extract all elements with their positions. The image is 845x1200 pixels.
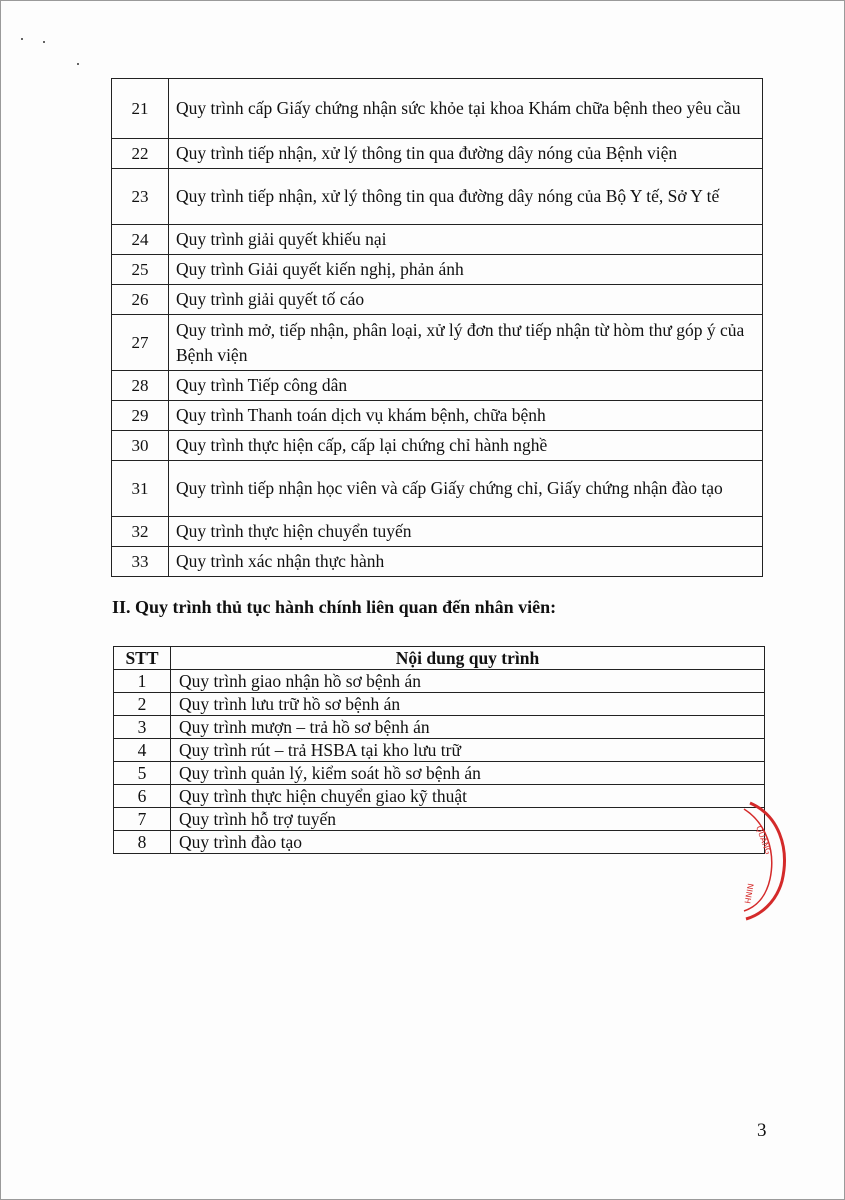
header-stt: STT (114, 647, 171, 670)
row-content: Quy trình mượn – trả hồ sơ bệnh án (171, 716, 765, 739)
page-number: 3 (757, 1120, 767, 1141)
row-number: 22 (112, 139, 169, 169)
table-row (114, 670, 765, 693)
row-content: Quy trình giải quyết khiếu nại (169, 225, 763, 255)
red-seal-stamp (742, 797, 792, 921)
table-row (112, 315, 763, 371)
table-row (112, 169, 763, 225)
table-row (112, 285, 763, 315)
row-number: 33 (112, 547, 169, 577)
scan-speck (21, 38, 23, 40)
table-header-row (114, 647, 765, 670)
row-content: Quy trình quản lý, kiểm soát hồ sơ bệnh án (171, 762, 765, 785)
header-content: Nội dung quy trình (171, 647, 765, 670)
row-content: Quy trình cấp Giấy chứng nhận sức khỏe tại khoa Khám chữa bệnh theo yêu cầu (169, 79, 763, 139)
row-content: Quy trình thực hiện cấp, cấp lại chứng chỉ hành nghề (169, 431, 763, 461)
row-number: 27 (112, 315, 169, 371)
row-number: 2 (114, 693, 171, 716)
row-content: Quy trình tiếp nhận, xử lý thông tin qua đường dây nóng của Bộ Y tế, Sở Y tế (169, 169, 763, 225)
table-row (112, 225, 763, 255)
row-number: 8 (114, 831, 171, 854)
table-row (114, 762, 765, 785)
row-content: Quy trình Thanh toán dịch vụ khám bệnh, chữa bệnh (169, 401, 763, 431)
row-content: Quy trình tiếp nhận, xử lý thông tin qua đường dây nóng của Bệnh viện (169, 139, 763, 169)
table-row (112, 255, 763, 285)
svg-text:NINH: NINH (742, 882, 755, 905)
procedure-table-continued (111, 78, 763, 577)
scan-speck (77, 63, 79, 65)
row-content: Quy trình mở, tiếp nhận, phân loại, xử lý đơn thư tiếp nhận từ hòm thư góp ý của Bệnh viện (169, 315, 763, 371)
row-content: Quy trình đào tạo (171, 831, 765, 854)
table-row (112, 79, 763, 139)
row-number: 24 (112, 225, 169, 255)
row-content: Quy trình xác nhận thực hành (169, 547, 763, 577)
table-row (114, 739, 765, 762)
scan-speck (43, 41, 45, 43)
row-number: 3 (114, 716, 171, 739)
table-row (112, 401, 763, 431)
row-content: Quy trình Tiếp công dân (169, 371, 763, 401)
row-number: 25 (112, 255, 169, 285)
row-number: 1 (114, 670, 171, 693)
row-content: Quy trình Giải quyết kiến nghị, phản ánh (169, 255, 763, 285)
table-row (114, 716, 765, 739)
row-number: 23 (112, 169, 169, 225)
row-number: 21 (112, 79, 169, 139)
row-content: Quy trình hỗ trợ tuyến (171, 808, 765, 831)
svg-text:QUANG: QUANG (754, 824, 773, 856)
row-content: Quy trình thực hiện chuyển tuyến (169, 517, 763, 547)
table-row (112, 517, 763, 547)
row-number: 30 (112, 431, 169, 461)
table-row (112, 371, 763, 401)
section-heading: II. Quy trình thủ tục hành chính liên quan đến nhân viên: (112, 597, 557, 617)
table-row (112, 461, 763, 517)
row-content: Quy trình giải quyết tố cáo (169, 285, 763, 315)
row-number: 6 (114, 785, 171, 808)
row-number: 26 (112, 285, 169, 315)
row-number: 28 (112, 371, 169, 401)
table-row (114, 785, 765, 808)
row-number: 32 (112, 517, 169, 547)
table-row (112, 139, 763, 169)
row-content: Quy trình thực hiện chuyển giao kỹ thuật (171, 785, 765, 808)
row-number: 29 (112, 401, 169, 431)
row-number: 31 (112, 461, 169, 517)
row-content: Quy trình lưu trữ hồ sơ bệnh án (171, 693, 765, 716)
table-row (112, 547, 763, 577)
staff-procedure-table (113, 646, 765, 854)
table-row (112, 431, 763, 461)
row-number: 7 (114, 808, 171, 831)
row-number: 4 (114, 739, 171, 762)
table-row (114, 831, 765, 854)
row-content: Quy trình giao nhận hồ sơ bệnh án (171, 670, 765, 693)
row-content: Quy trình tiếp nhận học viên và cấp Giấy chứng chỉ, Giấy chứng nhận đào tạo (169, 461, 763, 517)
row-content: Quy trình rút – trả HSBA tại kho lưu trữ (171, 739, 765, 762)
table-row (114, 808, 765, 831)
row-number: 5 (114, 762, 171, 785)
table-row (114, 693, 765, 716)
